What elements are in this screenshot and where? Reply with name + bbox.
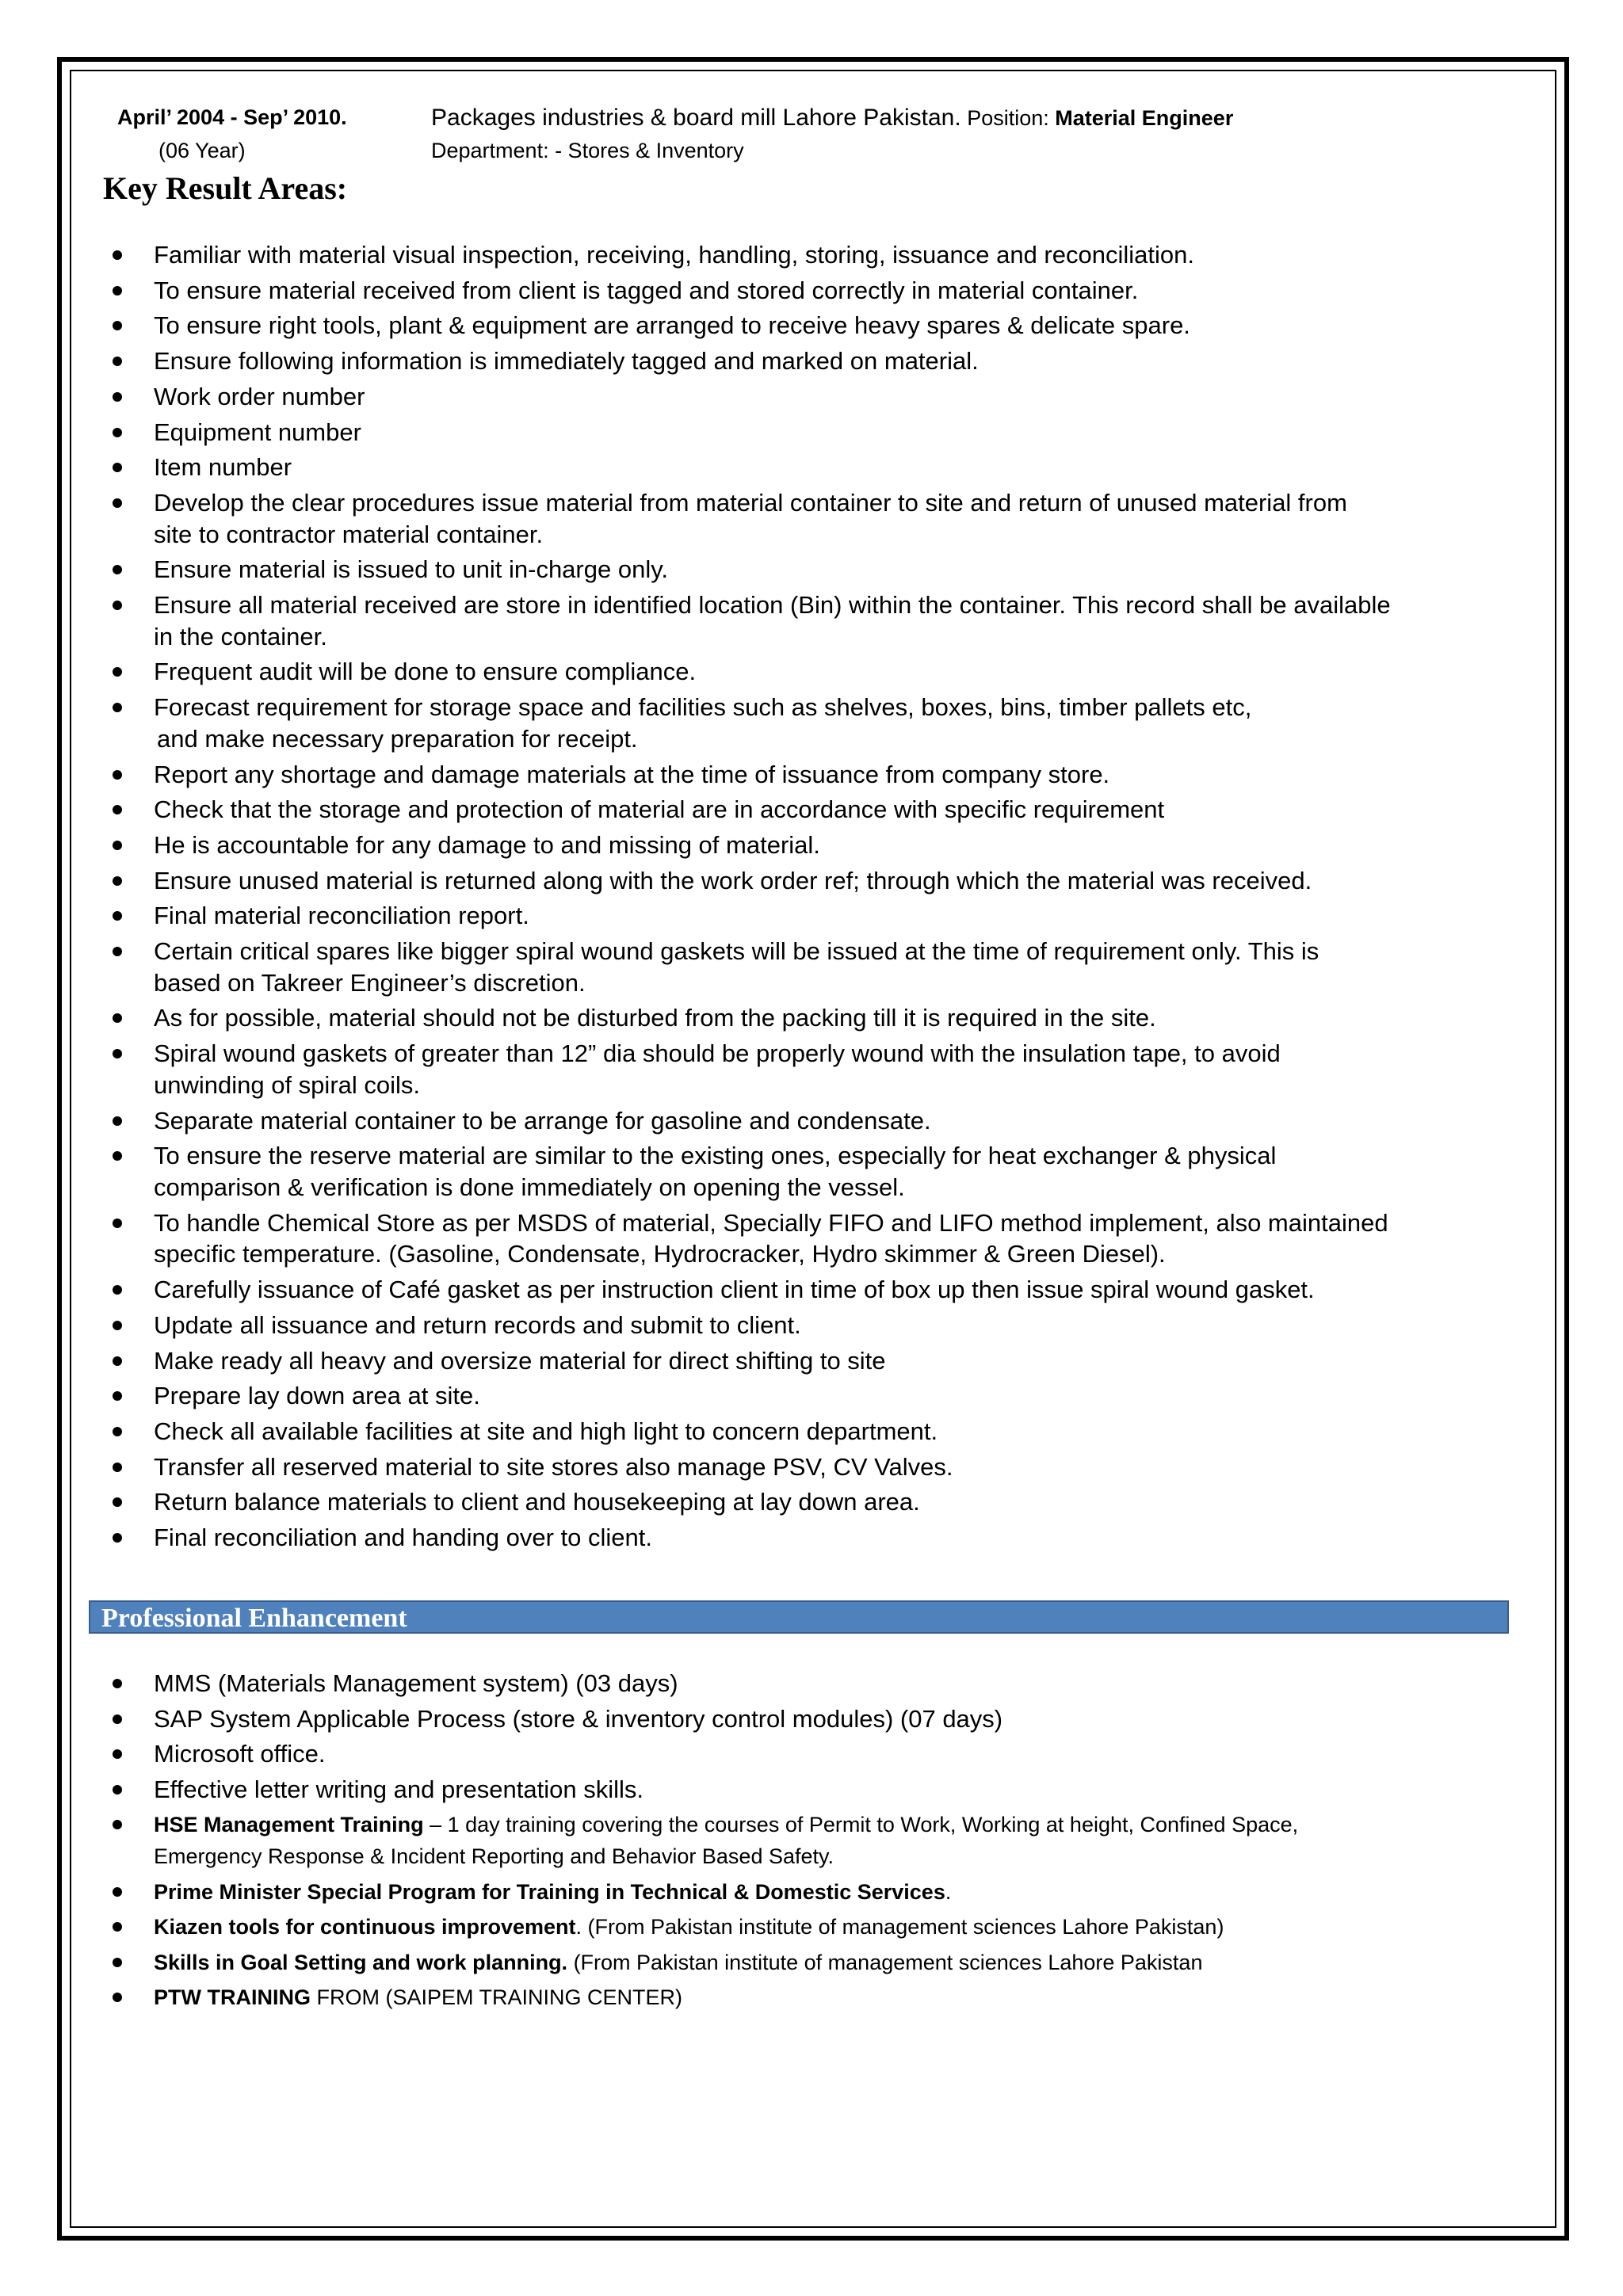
kra-item-text: Prepare lay down area at site. [154,1382,480,1410]
bullet-icon [113,565,122,574]
bullet-icon [113,1958,122,1967]
kra-item-text: Familiar with material visual inspection, receiving, handling, storing, issuance and reconciliation. [154,241,1194,269]
kra-list-item [105,381,1555,413]
training-details: (From Pakistan institute of management sciences Lahore Pakistan [567,1950,1203,1974]
bullet-icon [113,250,122,260]
kra-list-item [105,310,1555,341]
bullet-icon [113,498,122,508]
pe-list-item [105,1703,1555,1735]
kra-list-item [105,1486,1555,1518]
kra-list-item [105,417,1555,448]
bullet-icon [113,321,122,330]
training-title: Prime Minister Special Program for Training in Technical & Domestic Services [154,1879,945,1904]
key-result-areas-list [105,239,1555,1558]
bullet-icon [113,286,122,296]
bullet-icon [113,1151,122,1161]
kra-list-item [105,345,1555,377]
bullet-icon [113,357,122,366]
kra-list-item [105,1274,1555,1306]
bullet-icon [113,1321,122,1330]
kra-list-item [105,487,1555,550]
training-title: HSE Management Training [154,1813,424,1836]
kra-list-item [105,692,1555,754]
bullet-icon [113,1116,122,1126]
kra-item-text: Check that the storage and protection of material are in accordance with specific requirement [154,795,1165,824]
kra-item-text: To ensure right tools, plant & equipment are arranged to receive heavy spares & delicate spare. [154,311,1190,340]
kra-item-text: To handle Chemical Store as per MSDS of material, Specially FIFO and LIFO method implement, also maintained [154,1208,1388,1237]
bullet-icon [113,876,122,886]
kra-item-text: Develop the clear procedures issue material from material container to site and return of unused material from [154,488,1347,517]
pe-item-text: Effective letter writing and presentation skills. [154,1775,644,1803]
kra-list-item [105,452,1555,483]
training-details: – 1 day training covering the courses of Permit to Work, Working at height, Confined Space, [423,1813,1299,1836]
kra-item-text: As for possible, material should not be disturbed from the packing till it is required in the site. [154,1004,1156,1032]
bullet-icon [113,1285,122,1295]
bullet-icon [113,703,122,712]
employer-line [431,105,1233,132]
kra-item-text: Equipment number [154,418,361,446]
kra-list-item [105,794,1555,826]
kra-item-text: Transfer all reserved material to site stores also manage PSV, CV Valves. [154,1452,953,1481]
kra-item-text: Certain critical spares like bigger spiral wound gaskets will be issued at the time of requirement only. This is [154,937,1319,966]
kra-item-text: Ensure following information is immediately tagged and marked on material. [154,347,979,376]
kra-list-item [105,1522,1555,1554]
kra-item-continuation: specific temperature. (Gasoline, Condensate, Hydrocracker, Hydro skimmer & Green Diesel). [154,1240,1166,1268]
pe-training-item [105,1809,1555,1872]
kra-item-text: Update all issuance and return records and submit to client. [154,1310,801,1339]
kra-list-item [105,1207,1555,1270]
pe-training-item [105,1911,1555,1943]
kra-item-text: Item number [154,453,292,482]
kra-item-text: Spiral wound gaskets of greater than 12” dia should be properly wound with the insulation tape, to avoid [154,1039,1281,1068]
position-label: Position: [960,106,1056,130]
bullet-icon [113,428,122,437]
training-details: . (From Pakistan institute of management sciences Lahore Pakistan) [575,1915,1224,1939]
pe-item-text: SAP System Applicable Process (store & inventory control modules) (07 days) [154,1704,1003,1733]
training-details: FROM (SAIPEM TRAINING CENTER) [310,1985,683,2009]
pe-list-item [105,1668,1555,1699]
kra-list-item [105,900,1555,932]
kra-list-item [105,656,1555,688]
kra-list-item [105,1345,1555,1377]
bullet-icon [113,1427,122,1436]
pe-list-item [105,1738,1555,1770]
bullet-icon [113,1820,122,1829]
kra-item-continuation: based on Takreer Engineer’s discretion. [154,968,586,997]
kra-list-item [105,589,1555,652]
bullet-icon [113,805,122,814]
bullet-icon [113,1391,122,1401]
kra-list-item [105,865,1555,897]
kra-item-text: Ensure unused material is returned along with the work order ref; through which the material was received. [154,866,1312,894]
kra-list-item [105,1002,1555,1034]
bullet-icon [113,1497,122,1507]
key-result-areas-heading: Key Result Areas: [103,170,348,206]
pe-training-item [105,1876,1555,1908]
bullet-icon [113,1533,122,1543]
bullet-icon [113,1049,122,1058]
kra-item-text: Ensure all material received are store in identified location (Bin) within the container. This record shall be available [154,591,1391,620]
bullet-icon [113,463,122,472]
kra-list-item [105,1310,1555,1341]
training-details: . [945,1879,952,1904]
kra-list-item [105,1140,1555,1203]
bullet-icon [113,1749,122,1759]
bullet-icon [113,1785,122,1794]
kra-item-text: Separate material container to be arrange for gasoline and condensate. [154,1106,931,1135]
kra-item-text: Work order number [154,382,365,410]
pe-item-text: Microsoft office. [154,1740,326,1768]
bullet-icon [113,1463,122,1472]
professional-enhancement-banner [89,1600,1509,1634]
training-title: Skills in Goal Setting and work planning. [154,1950,568,1974]
professional-enhancement-heading: Professional Enhancement [101,1604,407,1633]
kra-list-item [105,1038,1555,1100]
department-line: Department: - Stores & Inventory [431,139,744,162]
kra-item-continuation: unwinding of spiral coils. [154,1070,421,1099]
pe-training-item [105,1947,1555,1978]
kra-item-text: Check all available facilities at site and high light to concern department. [154,1417,938,1445]
employment-duration: (06 Year) [158,139,246,162]
kra-list-item [105,239,1555,271]
kra-item-continuation: and make necessary preparation for receipt. [157,724,638,753]
employer-name: Packages industries & board mill Lahore Pakistan. [431,105,961,131]
bullet-icon [113,1887,122,1897]
kra-list-item [105,936,1555,998]
kra-list-item [105,554,1555,585]
pe-training-item [105,1981,1555,2013]
kra-list-item [105,1105,1555,1137]
kra-item-text: Frequent audit will be done to ensure compliance. [154,658,697,686]
kra-item-text: Ensure material is issued to unit in-charge only. [154,555,669,584]
position-value: Material Engineer [1055,106,1234,130]
bullet-icon [113,1013,122,1023]
bullet-icon [113,601,122,610]
kra-item-text: To ensure the reserve material are similar to the existing ones, especially for heat exchanger & physical [154,1142,1277,1170]
kra-list-item [105,759,1555,791]
bullet-icon [113,667,122,677]
kra-list-item [105,1451,1555,1483]
kra-item-text: To ensure material received from client is tagged and stored correctly in material container. [154,276,1139,304]
kra-list-item [105,830,1555,861]
kra-item-continuation: in the container. [154,622,327,650]
professional-enhancement-list [105,1668,1555,2017]
bullet-icon [113,1714,122,1724]
bullet-icon [113,841,122,850]
bullet-icon [113,1356,122,1366]
bullet-icon [113,392,122,402]
employment-date-range: April’ 2004 - Sep’ 2010. [117,105,347,129]
kra-item-continuation: site to contractor material container. [154,520,544,548]
kra-list-item [105,1380,1555,1412]
bullet-icon [113,770,122,780]
training-details-continuation: Emergency Response & Incident Reporting and Behavior Based Safety. [154,1844,834,1868]
bullet-icon [113,1922,122,1932]
kra-item-text: He is accountable for any damage to and missing of material. [154,830,820,859]
bullet-icon [113,1219,122,1228]
kra-item-text: Report any shortage and damage materials at the time of issuance from company store. [154,760,1110,788]
pe-item-text: MMS (Materials Management system) (03 days) [154,1669,678,1697]
kra-list-item [105,1416,1555,1447]
kra-item-continuation: comparison & verification is done immediately on opening the vessel. [154,1173,905,1201]
bullet-icon [113,947,122,956]
kra-item-text: Final material reconciliation report. [154,902,529,930]
kra-item-text: Final reconciliation and handing over to client. [154,1524,652,1552]
bullet-icon [113,1993,122,2002]
kra-item-text: Carefully issuance of Café gasket as per instruction client in time of box up then issue spiral wound gasket. [154,1276,1315,1304]
bullet-icon [113,1679,122,1688]
pe-list-item [105,1774,1555,1806]
training-title: Kiazen tools for continuous improvement [154,1915,576,1939]
kra-item-text: Return balance materials to client and housekeeping at lay down area. [154,1488,920,1516]
kra-item-text: Forecast requirement for storage space and facilities such as shelves, boxes, bins, timber pallets etc, [154,693,1252,722]
kra-item-text: Make ready all heavy and oversize material for direct shifting to site [154,1346,886,1375]
bullet-icon [113,911,122,921]
kra-list-item [105,275,1555,307]
training-title: PTW TRAINING [154,1985,311,2009]
